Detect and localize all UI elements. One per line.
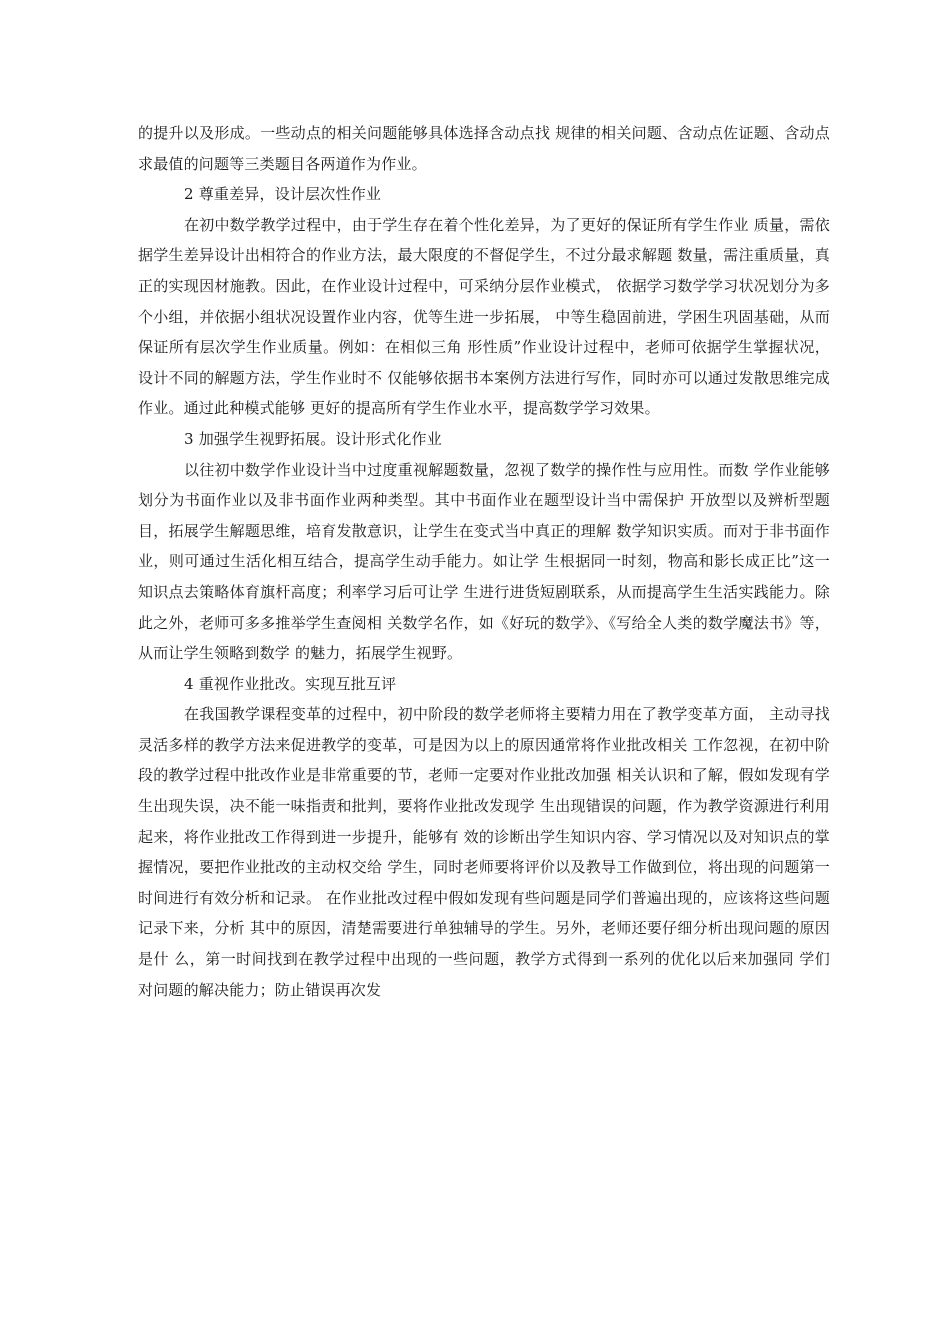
section-heading-2: 2 尊重差异，设计层次性作业 (184, 185, 382, 204)
paragraph-section-2: 在初中数学教学过程中，由于学生存在着个性化差异，为了更好的保证所有学生作业 质量，需依据学生差异设计出相符合的作业方法，最大限度的不督促学生，不过分最求解题 数量，需注重质量，真正的实现因材施教。因此，在作业设计过程中，可采纳分层作业模式， 依据学习数学学习状况划分为多个小组，并依据小组状况设置作业内容，优等生进一步拓展， 中等生稳固前进，学困生巩固基础，从而保证所有层次学生作业质量。例如：在相似三角 形性质”作业设计过程中，老师可依据学生掌握状况，设计不同的解题方法，学生作业时不 仅能够依据书本案例方法进行写作，同时亦可以通过发散思维完成作业。通过此种模式能够 更好的提高所有学生作业水平，提高数学学习效果。 (138, 215, 830, 418)
section-heading-3: 3 加强学生视野拓展。设计形式化作业 (184, 429, 442, 448)
paragraph-section-4: 在我国教学课程变革的过程中，初中阶段的数学老师将主要精力用在了教学变革方面， 主动寻找灵活多样的教学方法来促进教学的变革，可是因为以上的原因通常将作业批改相关 工作忽视，在初中阶段的教学过程中批改作业是非常重要的节，老师一定要对作业批改加强 相关认识和了解，假如发现有学生出现失误，决不能一味指责和批判，要将作业批改发现学 生出现错误的问题，作为教学资源进行利用起来，将作业批改工作得到进一步提升，能够有 效的诊断出学生知识内容、学习情况以及对知识点的掌握情况，要把作业批改的主动权交给 学生，同时老师要将评价以及教导工作做到位，将出现的问题第一时间进行有效分析和记录。 在作业批改过程中假如发现有些问题是同学们普遍出现的，应该将这些问题记录下来，分析 其中的原因，清楚需要进行单独辅导的学生。另外，老师还要仔细分析出现问题的原因是什 么，第一时间找到在教学过程中出现的一些问题，教学方式得到一系列的优化以后来加强同 学们对问题的解决能力；防止错误再次发 (138, 705, 830, 999)
document-body (138, 118, 830, 1005)
paragraph-section-3: 以往初中数学作业设计当中过度重视解题数量，忽视了数学的操作性与应用性。而数 学作业能够划分为书面作业以及非书面作业两种类型。其中书面作业在题型设计当中需保护 开放型以及辨析型题目，拓展学生解题思维，培育发散意识，让学生在变式当中真正的理解 数学知识实质。而对于非书面作业，则可通过生活化相互结合，提高学生动手能力。如让学 生根据同一时刻，物高和影长成正比”这一知识点去策略体育旗杆高度；利率学习后可让学 生进行进货短剧联系，从而提高学生生活实践能力。除此之外，老师可多多推举学生查阅相 关数学名作，如《好玩的数学》、《写给全人类的数学魔法书》等，从而让学生领略到数学 的魅力，拓展学生视野。 (138, 460, 830, 663)
paragraph-intro-continuation: 的提升以及形成。一些动点的相关问题能够具体选择含动点找 规律的相关问题、含动点佐证题、含动点求最值的问题等三类题目各两道作为作业。 (138, 124, 830, 173)
section-heading-4: 4 重视作业批改。实现互批互评 (184, 674, 397, 693)
